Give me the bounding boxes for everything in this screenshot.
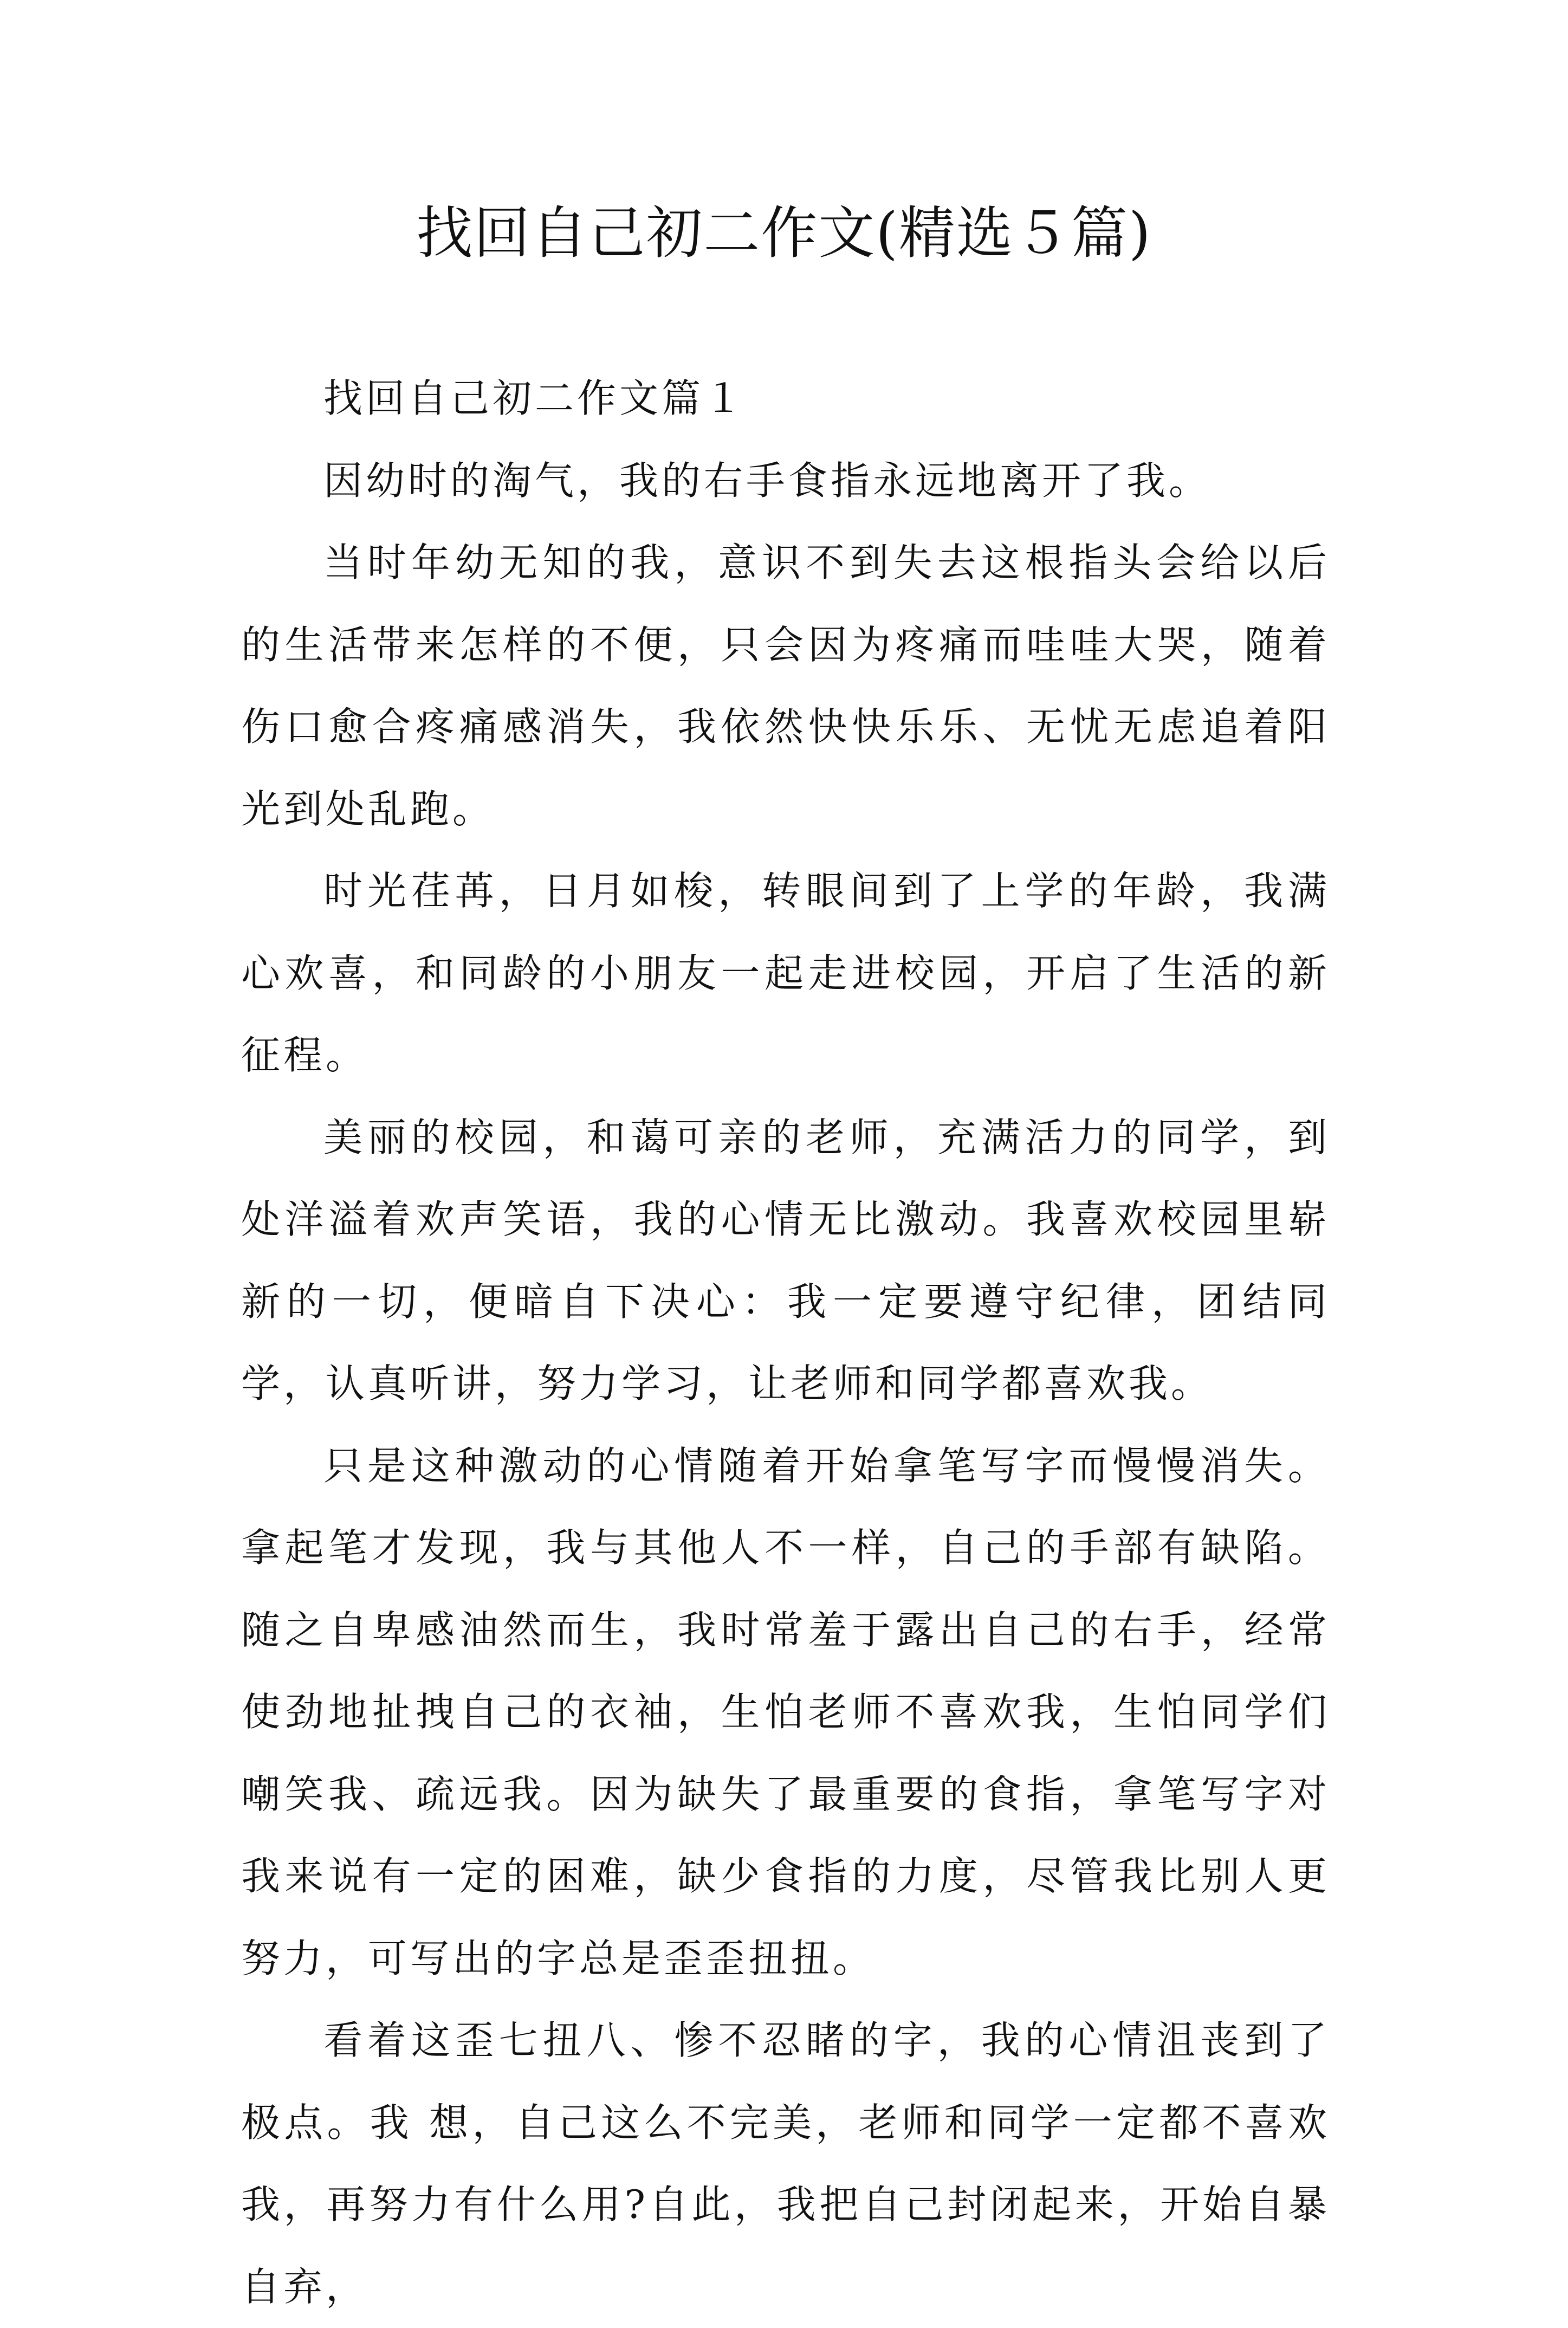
document-title: 找回自己初二作文(精选５篇): [416, 200, 1152, 266]
paragraph: 当时年幼无知的我，意识不到失去这根指头会给以后的生活带来怎样的不便，只会因为疼痛而哇哇大哭，随着伤口愈合疼痛感消失，我依然快快乐乐、无忧无虑追着阳光到处乱跑。: [241, 540, 1330, 832]
document-body: [241, 358, 1330, 2328]
section-heading: 找回自己初二作文篇１: [323, 376, 747, 421]
paragraph: 美丽的校园，和蔼可亲的老师，充满活力的同学，到处洋溢着欢声笑语，我的心情无比激动。我喜欢校园里崭新的一切，便暗自下决心：我一定要遵守纪律，团结同学，认真听讲，努力学习，让老师和同学都喜欢我。: [241, 1114, 1330, 1406]
paragraph: 时光荏苒，日月如梭，转眼间到了上学的年龄，我满心欢喜，和同龄的小朋友一起走进校园，开启了生活的新征程。: [241, 868, 1330, 1078]
paragraph: 看着这歪七扭八、惨不忍睹的字，我的心情沮丧到了极点。我 想，自己这么不完美，老师和同学一定都不喜欢我，再努力有什么用?自此，我把自己封闭起来，开始自暴自弃，: [241, 2017, 1330, 2310]
paragraph: 因幼时的淘气，我的右手食指永远地离开了我。: [323, 457, 1211, 503]
paragraph: 只是这种激动的心情随着开始拿笔写字而慢慢消失。拿起笔才发现，我与其他人不一样，自己的手部有缺陷。随之自卑感油然而生，我时常羞于露出自己的右手，经常使劲地扯拽自己的衣袖，生怕老师不喜欢我，生怕同学们嘲笑我、疏远我。因为缺失了最重要的食指，拿笔写字对我来说有一定的困难，缺少食指的力度，尽管我比别人更努力，可写出的字总是歪歪扭扭。: [241, 1443, 1330, 1981]
